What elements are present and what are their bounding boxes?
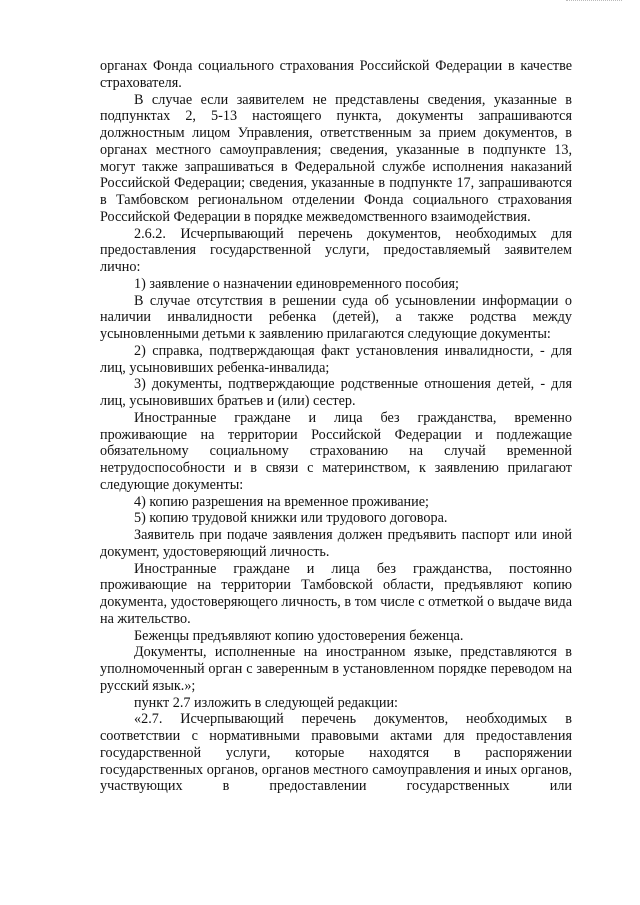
paragraph-court-decision: В случае отсутствия в решении суда об усыновлении информации о наличии инвалидности ребенка (детей), а также родства между усыновленными детьми к заявлению прилагаются следующие документы: xyxy=(100,292,572,342)
document-page xyxy=(100,58,572,795)
list-item-5: 5) копию трудовой книжки или трудового договора. xyxy=(134,510,448,527)
list-item-1: 1) заявление о назначении единовременного пособия; xyxy=(134,275,459,292)
paragraph-passport: Заявитель при подаче заявления должен предъявить паспорт или иной документ, удостоверяющий личность. xyxy=(100,527,572,560)
paragraph-foreign-language: Документы, исполненные на иностранном языке, представляются в уполномоченный орган с заверенным в установленном порядке переводом на русский язык.»; xyxy=(100,644,572,694)
list-item-2: 2) справка, подтверждающая факт установления инвалидности, - для лиц, усыновивших ребенка-инвалида; xyxy=(100,342,572,376)
paragraph-2-7: «2.7. Исчерпывающий перечень документов, необходимых в соответствии с нормативными правовыми актами для предоставления государственной услуги, которые находятся в распоряжении государственных органов, органов местного самоуправления и иных органов, участвующих в предоставлении государственных или xyxy=(100,711,572,795)
paragraph-amend-2-7: пункт 2.7 изложить в следующей редакции: xyxy=(134,694,398,711)
paragraph-foreign-temporary: Иностранные граждане и лица без гражданства, временно проживающие на территории Российской Федерации и подлежащие обязательному социальному страхованию на случай временной нетрудоспособности и в связи с материнством, к заявлению прилагают следующие документы: xyxy=(100,409,572,493)
paragraph-info-requests: В случае если заявителем не представлены сведения, указанные в подпунктах 2, 5-13 настоящего пункта, документы запрашиваются должностным лицом Управления, ответственным за прием документов, в органах местного самоуправления; сведения, указанные в подпункте 13, могут также запрашиваться в Федеральной службе исполнения наказаний Российской Федерации; сведения, указанные в подпункте 17, запрашиваются в Тамбовском региональном отделении Фонда социального страхования Российской Федерации в порядке межведомственного взаимодействия. xyxy=(100,91,572,225)
paragraph-2-6-2: 2.6.2. Исчерпывающий перечень документов, необходимых для предоставления государственной услуги, предоставляемый заявителем лично: xyxy=(100,225,572,275)
list-item-3: 3) документы, подтверждающие родственные отношения детей, - для лиц, усыновивших братьев и (или) сестер. xyxy=(100,376,572,409)
scan-corner-mark xyxy=(566,0,622,3)
list-item-4: 4) копию разрешения на временное проживание; xyxy=(134,493,429,510)
paragraph-foreign-permanent: Иностранные граждане и лица без гражданства, постоянно проживающие на территории Тамбовской области, предъявляют копию документа, удостоверяющего личность, в том числе с отметкой о выдаче вида на жительство. xyxy=(100,560,572,627)
paragraph-continuation: органах Фонда социального страхования Российской Федерации в качестве страхователя. xyxy=(100,58,572,91)
paragraph-refugees: Беженцы предъявляют копию удостоверения беженца. xyxy=(134,627,464,644)
